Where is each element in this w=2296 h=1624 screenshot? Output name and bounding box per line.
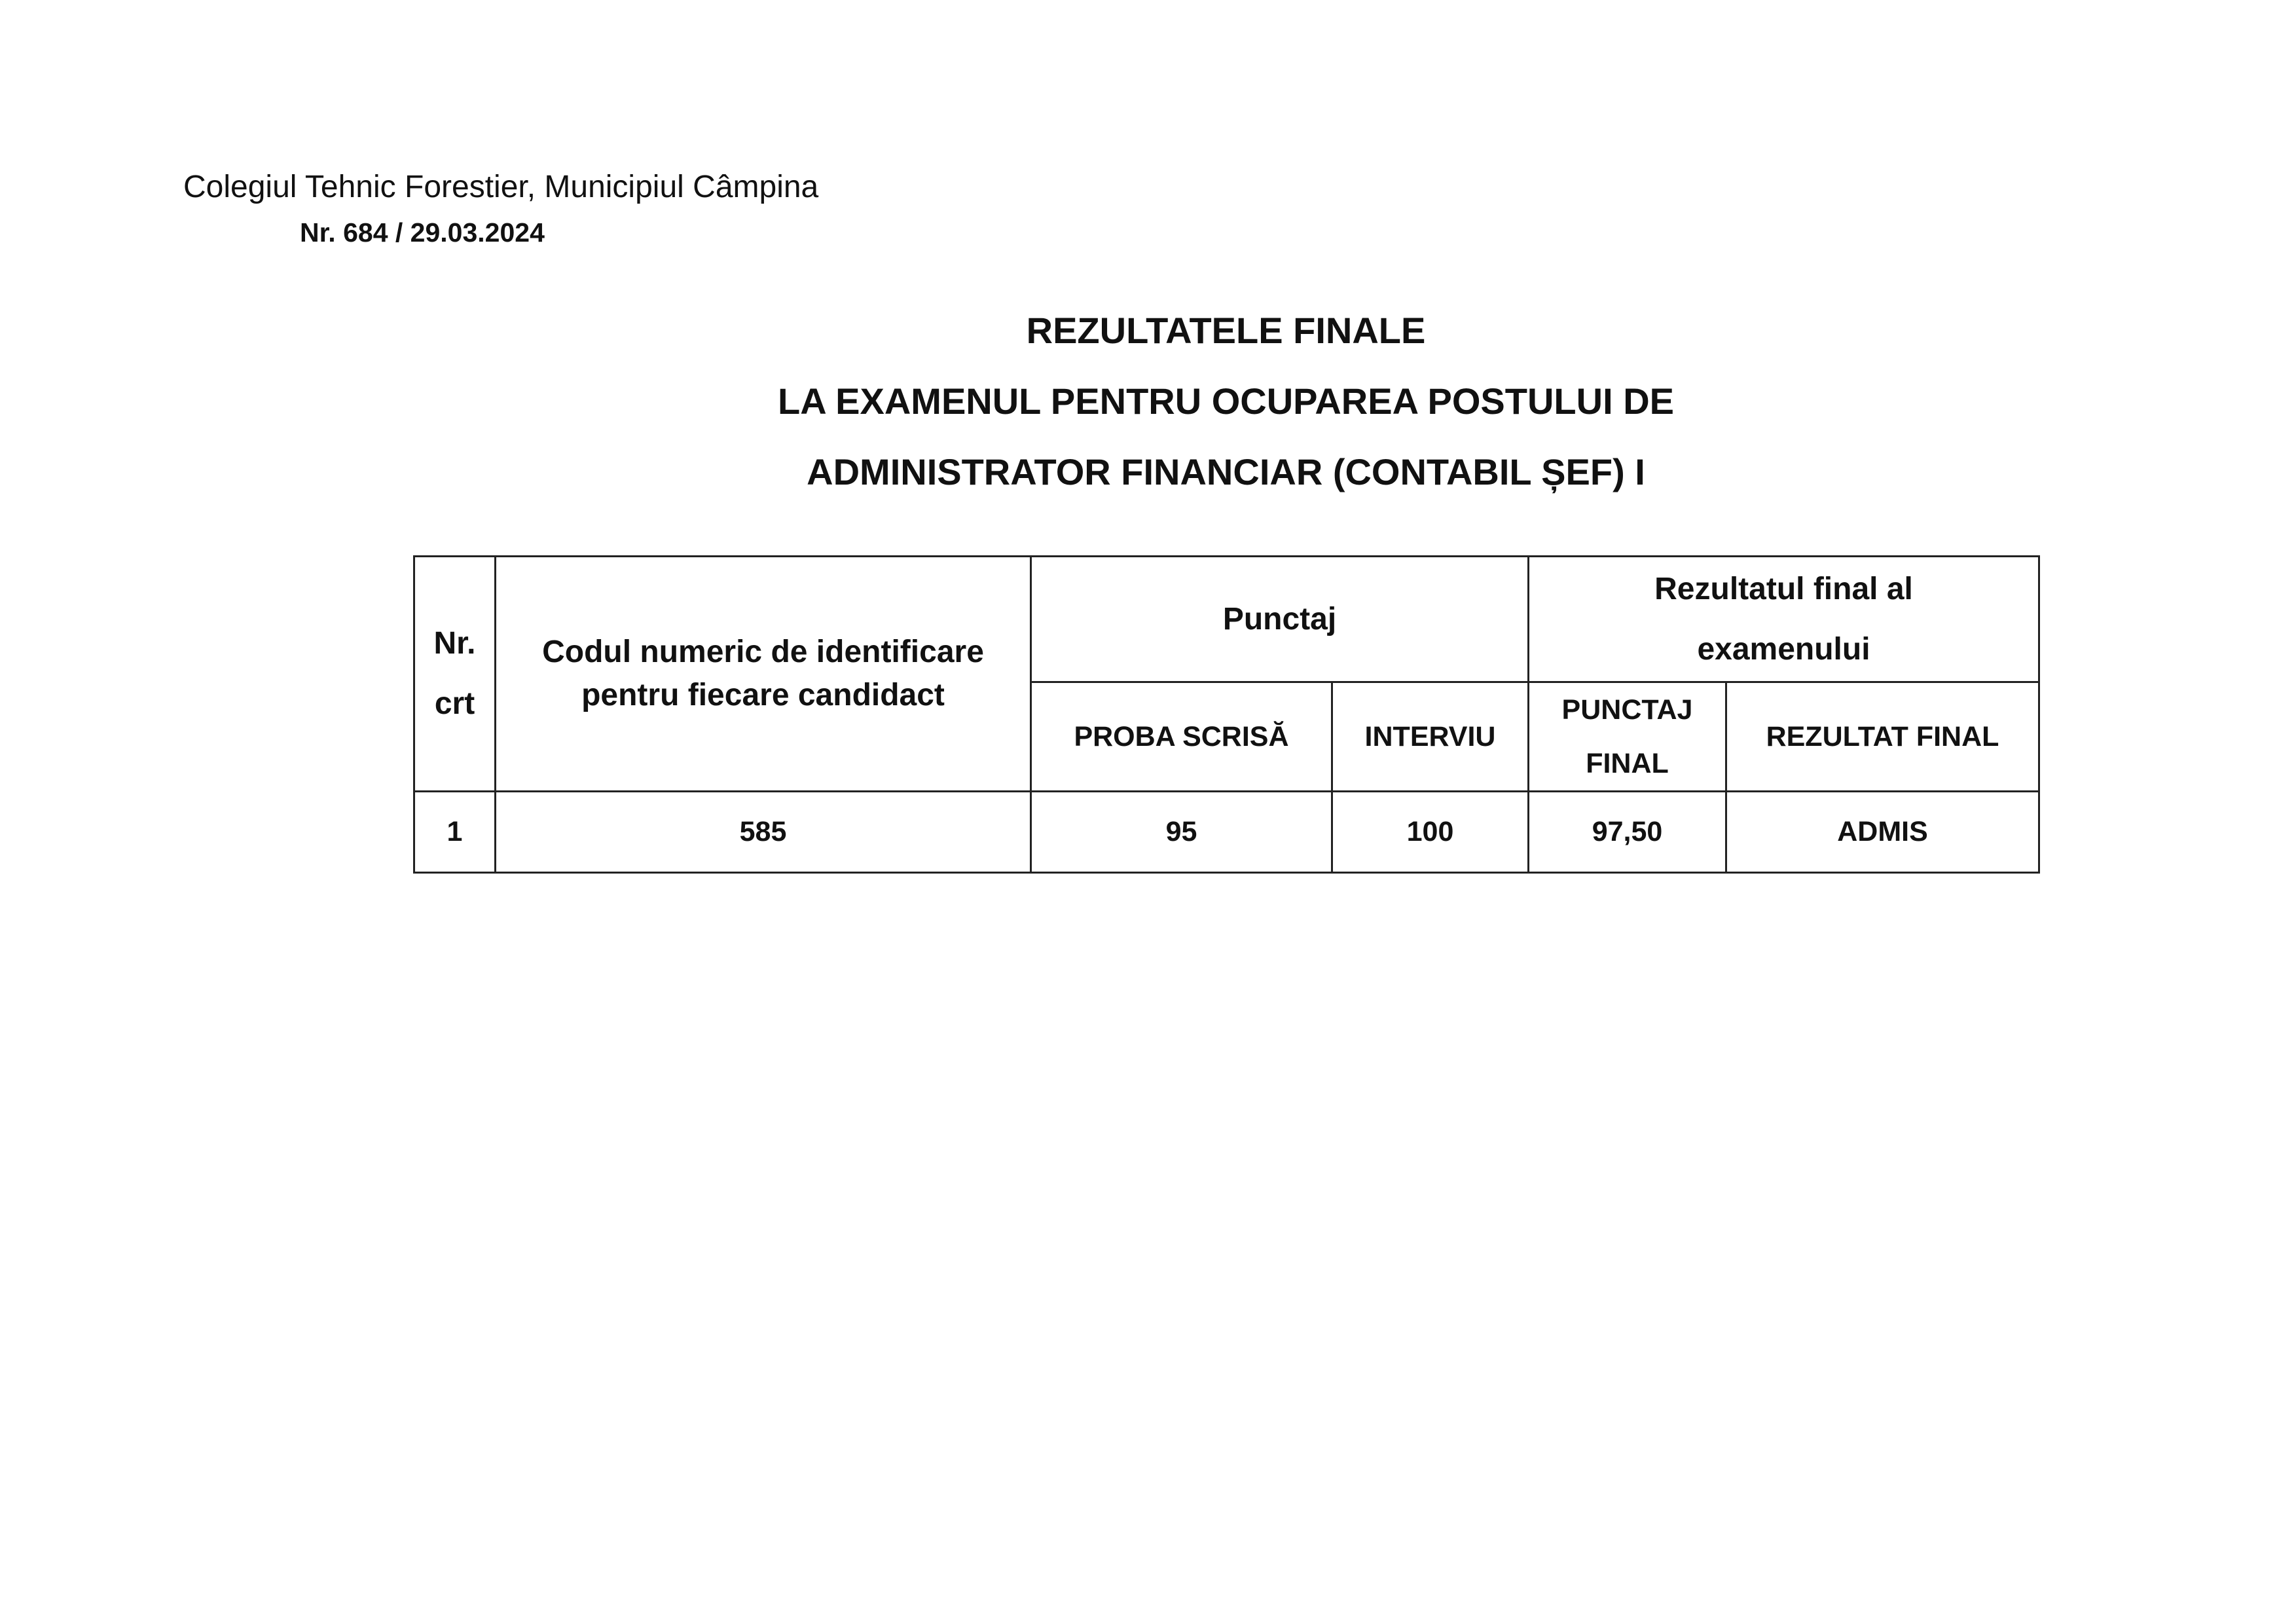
cell-interviu: 100: [1332, 792, 1529, 873]
document-title-line-1: REZULTATELE FINALE: [1026, 310, 1426, 351]
institution-name: Colegiul Tehnic Forestier, Municipiul Câmpina: [183, 170, 819, 204]
document-title-line-2: LA EXAMENUL PENTRU OCUPAREA POSTULUI DE: [778, 380, 1674, 422]
cell-nr: 1: [414, 792, 496, 873]
header-interviu: INTERVIU: [1332, 682, 1529, 792]
cell-proba-scrisa: 95: [1031, 792, 1332, 873]
registration-number: Nr. 684 / 29.03.2024: [300, 217, 545, 248]
header-punctaj: Punctaj: [1031, 557, 1529, 682]
header-proba-scrisa: PROBA SCRISĂ: [1031, 682, 1332, 792]
header-nr-crt: Nr. crt: [414, 557, 496, 792]
cell-cod: 585: [496, 792, 1031, 873]
header-punctaj-final: PUNCTAJ FINAL: [1529, 682, 1726, 792]
header-rezultat-final: REZULTAT FINAL: [1726, 682, 2039, 792]
header-rezultat-final-group: Rezultatul final al examenului: [1529, 557, 2039, 682]
results-table: [413, 555, 2040, 874]
table-row: [414, 792, 2039, 873]
header-cod-identificare: Codul numeric de identificare pentru fiecare candidact: [496, 557, 1031, 792]
table-header-row: [414, 557, 2039, 682]
cell-rezultat-final: ADMIS: [1726, 792, 2039, 873]
cell-punctaj-final: 97,50: [1529, 792, 1726, 873]
document-title-line-3: ADMINISTRATOR FINANCIAR (CONTABIL ȘEF) I: [807, 451, 1645, 492]
